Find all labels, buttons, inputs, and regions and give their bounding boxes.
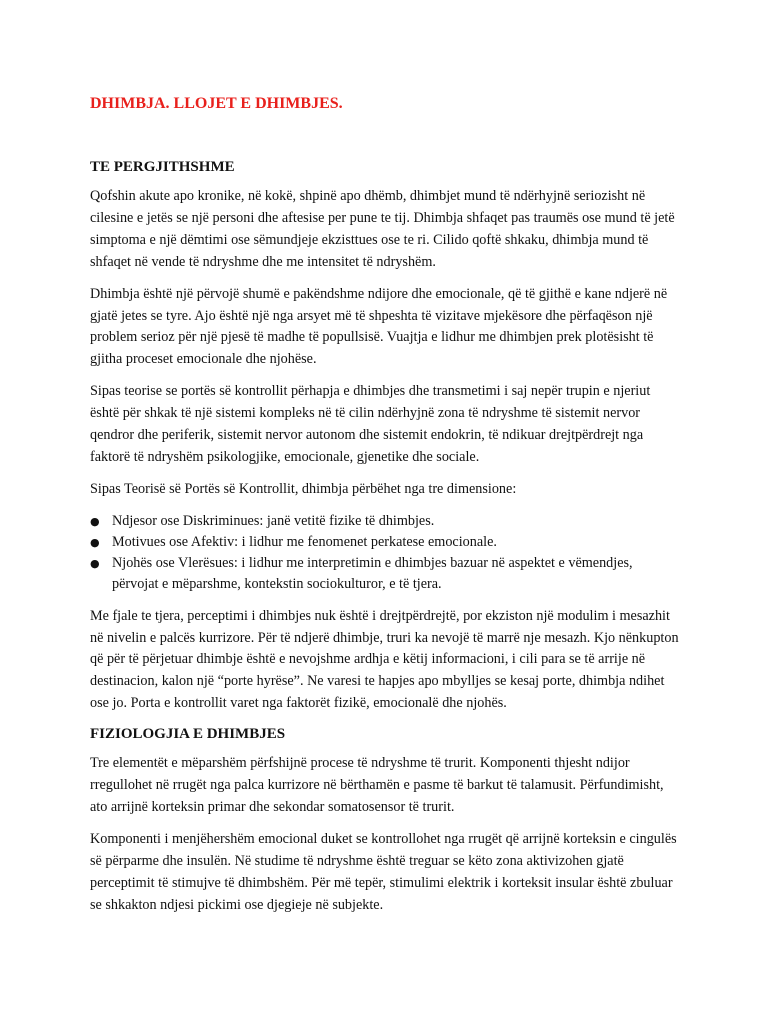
bullet-icon: ● <box>90 514 100 528</box>
paragraph: Dhimbja është një përvojë shumë e pakëndshme ndijore dhe emocionale, që të gjithë e kane ndjerë në gjatë jetes se tyre. Ajo është një nga arsyet më të shpeshta të vizitave mjekësore dhe përfaqëson një problem serioz për një pjesë të madhe të popullsisë. Vuajtja e lidhur me dhimbjen prek plotësisht të gjitha proceset emocionale dhe njohëse. <box>90 285 668 368</box>
bullet-icon: ● <box>90 557 100 571</box>
document-title: DHIMBJA. LLOJET E DHIMBJES. <box>90 95 343 112</box>
list-item <box>90 532 680 553</box>
paragraph: Tre elementët e mëparshëm përfshijnë procese të ndryshme të trurit. Komponenti thjesht ndijor rregullohet në rrugët nga palca kurrizore në bërthamën e pasme të barkut të talamusit. Përfundimisht, ato arrijnë korteksin primar dhe sekondar somatosensor të trurit. <box>90 755 664 815</box>
list-item <box>90 511 680 532</box>
bullet-icon: ● <box>90 535 100 549</box>
paragraph: Sipas teorise se portës së kontrollit përhapja e dhimbjes dhe transmetimi i saj nepër trupin e njeriut është për shkak të një sistemi kompleks në të cilin ndërhyjnë zona të ndryshme të sistemit nervor qendror dhe periferik, sistemit nervor autonom dhe sistemit endokrin, të ndikuar drejtpërdrejt nga faktorë të ndryshëm psikologjike, emocionale, gjenetike dhe sociale. <box>90 383 651 465</box>
paragraph: Komponenti i menjëhershëm emocional duket se kontrollohet nga rrugët që arrijnë korteksin e cingulës së përparme dhe insulën. Në studime të ndryshme është treguar se këto zona aktivizohen gjatë perceptimit të stimujve të dhimbshëm. Për më tepër, stimulimi elektrik i korteksit insular është zbuluar se shkakton ndjesi pickimi ose djegieje në subjekte. <box>90 830 677 913</box>
list-item-text: Njohës ose Vlerësues: i lidhur me interpretimin e dhimbjes bazuar në aspektet e vëmendjes, përvojat e mëparshme, kontekstin sociokulturor, e të tjera. <box>112 555 633 593</box>
section-heading-physiology: FIZIOLOGJIA E DHIMBJES <box>90 726 286 743</box>
section-heading-general: TE PERGJITHSHME <box>90 159 235 175</box>
paragraph: Sipas Teorisë së Portës së Kontrollit, dhimbja përbëhet nga tre dimensione: <box>90 480 517 497</box>
dimensions-list <box>90 511 680 596</box>
list-item-text: Motivues ose Afektiv: i lidhur me fenomenet perkatese emocionale. <box>112 533 497 550</box>
list-item-text: Ndjesor ose Diskriminues: janë vetitë fizike të dhimbjes. <box>112 512 435 529</box>
paragraph: Me fjale te tjera, perceptimi i dhimbjes nuk është i drejtpërdrejtë, por ekziston një modulim i mesazhit në nivelin e palcës kurrizore. Për të ndjerë dhimbje, truri ka nevojë të marrë nje mesazh. Kjo nënkupton që për të përjetuar dhimbje është e nevojshme ardhja e këtij informacioni, i cili para se të arrije në destinacion, kalon një “porte hyrëse”. Ne varesi te hapjes apo mbylljes se kesaj porte, dhimbja ndihet ose jo. Porta e kontrollit varet nga faktorët fizikë, emocionalë dhe njohës. <box>90 607 679 712</box>
list-item <box>90 553 680 595</box>
paragraph: Qofshin akute apo kronike, në kokë, shpinë apo dhëmb, dhimbjet mund të ndërhyjnë seriozisht në cilesine e jetës se një personi dhe aftesise per pune te tij. Dhimbja shfaqet pas traumës ose mund të jetë simptoma e një dëmtimi ose sëmundjeje ekzisttues ose te ri. Cilido qoftë shkaku, dhimbja mund të shfaqet në vende të ndryshme dhe me intensitet të ndryshëm. <box>90 188 675 270</box>
document-body <box>90 94 680 926</box>
